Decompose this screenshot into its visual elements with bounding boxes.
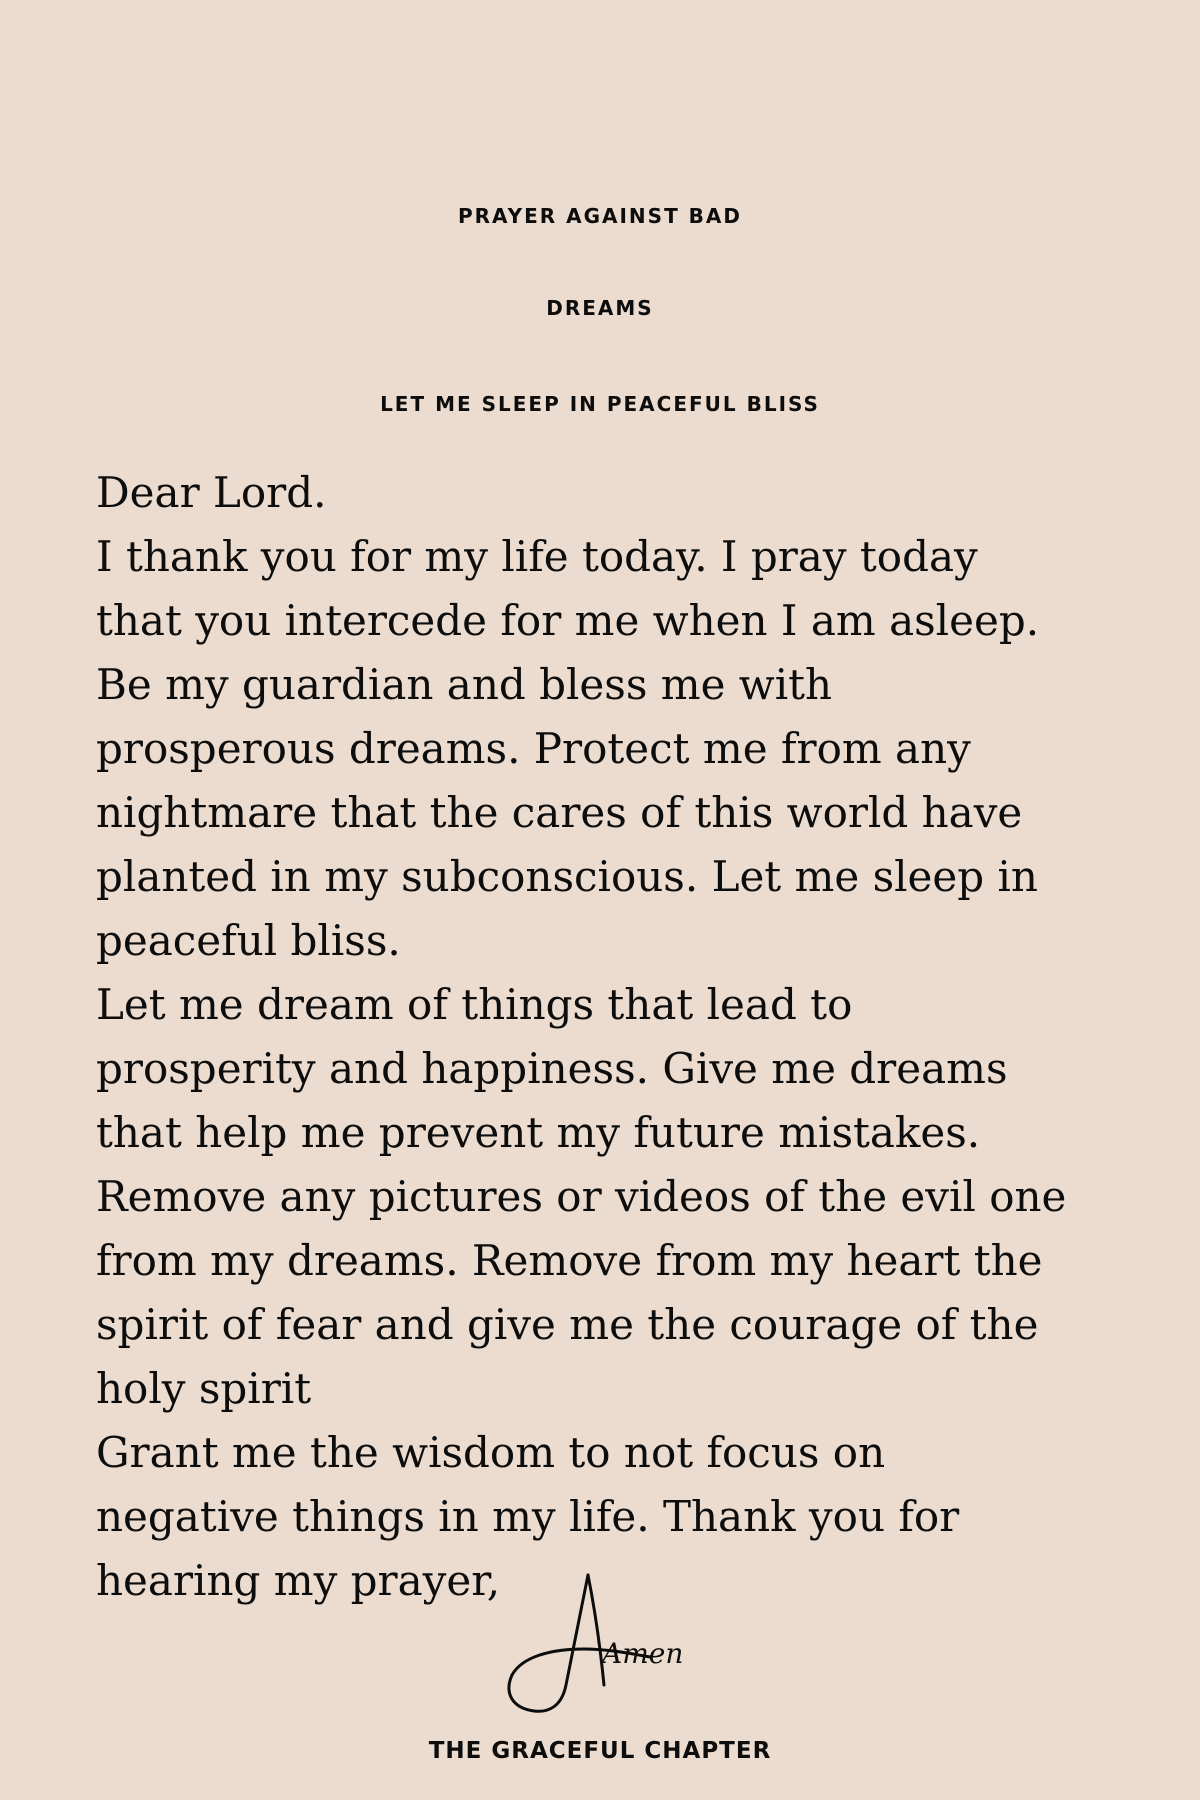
- prayer-line: peaceful bliss.: [96, 916, 401, 965]
- page-title: [0, 170, 1200, 354]
- prayer-line: nightmare that the cares of this world have: [96, 788, 1023, 837]
- prayer-line: from my dreams. Remove from my heart the: [96, 1236, 1043, 1285]
- prayer-line: Dear Lord.: [96, 468, 327, 517]
- prayer-line: that you intercede for me when I am asleep.: [96, 596, 1040, 645]
- prayer-line: Grant me the wisdom to not focus on: [96, 1428, 886, 1477]
- prayer-line: I thank you for my life today. I pray today: [96, 532, 978, 581]
- prayer-line: Be my guardian and bless me with: [96, 660, 833, 709]
- title-line-1: PRAYER AGAINST BAD: [457, 204, 743, 228]
- prayer-line: hearing my prayer,: [96, 1556, 501, 1605]
- prayer-line: planted in my subconscious. Let me sleep in: [96, 852, 1038, 901]
- prayer-line: Remove any pictures or videos of the evil one: [96, 1172, 1067, 1221]
- title-line-2: DREAMS: [546, 296, 654, 320]
- brand-footer: THE GRACEFUL CHAPTER: [428, 1738, 772, 1764]
- prayer-line: that help me prevent my future mistakes.: [96, 1108, 981, 1157]
- prayer-line: prosperity and happiness. Give me dreams: [96, 1044, 1008, 1093]
- amen-signature-text: Amen: [602, 1637, 684, 1670]
- prayer-line: prosperous dreams. Protect me from any: [96, 724, 971, 773]
- prayer-line: negative things in my life. Thank you for: [96, 1492, 960, 1541]
- prayer-line: Let me dream of things that lead to: [96, 980, 853, 1029]
- page-subtitle: LET ME SLEEP IN PEACEFUL BLISS: [380, 392, 820, 416]
- prayer-line: spirit of fear and give me the courage of the: [96, 1300, 1039, 1349]
- prayer-text: [96, 461, 1156, 1613]
- prayer-line: holy spirit: [96, 1364, 312, 1413]
